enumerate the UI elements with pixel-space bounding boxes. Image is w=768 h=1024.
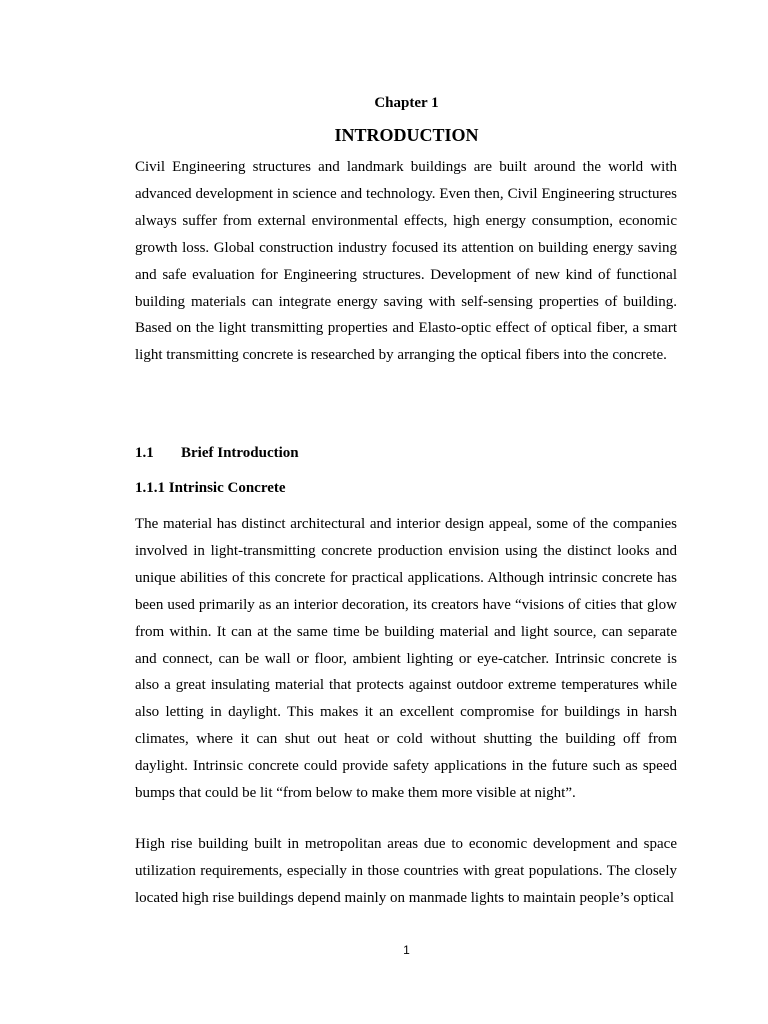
body-paragraph-high-rise: High rise building built in metropolitan areas due to economic development and space utilization requirements, especially in those countries with great populations. The closely located high rise buildings depend mainly on manmade lights to maintain people’s optical	[135, 836, 677, 906]
intro-paragraph: Civil Engineering structures and landmark buildings are built around the world with advanced development in science and technology. Even then, Civil Engineering structures always suffer from external environmental effects, high energy consumption, economic growth loss. Global construction industry focused its attention on building energy saving and safe evaluation for Engineering structures. Development of new kind of functional building materials can integrate energy saving with self-sensing properties of building. Based on the light transmitting properties and Elasto-optic effect of optical fiber, a smart light transmitting concrete is researched by arranging the optical fibers into the concrete.	[135, 159, 677, 364]
body-paragraph-intrinsic-concrete: The material has distinct architectural and interior design appeal, some of the companies involved in light-transmitting concrete production envision using the distinct looks and unique abilities of this concrete for practical applications. Although intrinsic concrete has been used primarily as an interior decoration, its creators have “visions of cities that glow from within. It can at the same time be building material and light source, can separate and connect, can be wall or floor, ambient lighting or eye-catcher. Intrinsic concrete is also a great insulating material that protects against outdoor extreme temperatures while also letting in daylight. This makes it an excellent compromise for buildings in harsh climates, where it can shut out heat or cold without shutting the building off from daylight. Intrinsic concrete could provide safety applications in the future such as speed bumps that could be lit “from below to make them more visible at night”.	[135, 516, 677, 802]
page-number: 1	[403, 943, 410, 957]
chapter-label: Chapter 1	[374, 95, 439, 111]
subsection-heading: 1.1.1 Intrinsic Concrete	[135, 480, 286, 496]
section-number: 1.1	[135, 445, 154, 461]
chapter-title: INTRODUCTION	[334, 125, 479, 145]
section-title: Brief Introduction	[181, 445, 299, 461]
section-heading	[135, 443, 299, 463]
